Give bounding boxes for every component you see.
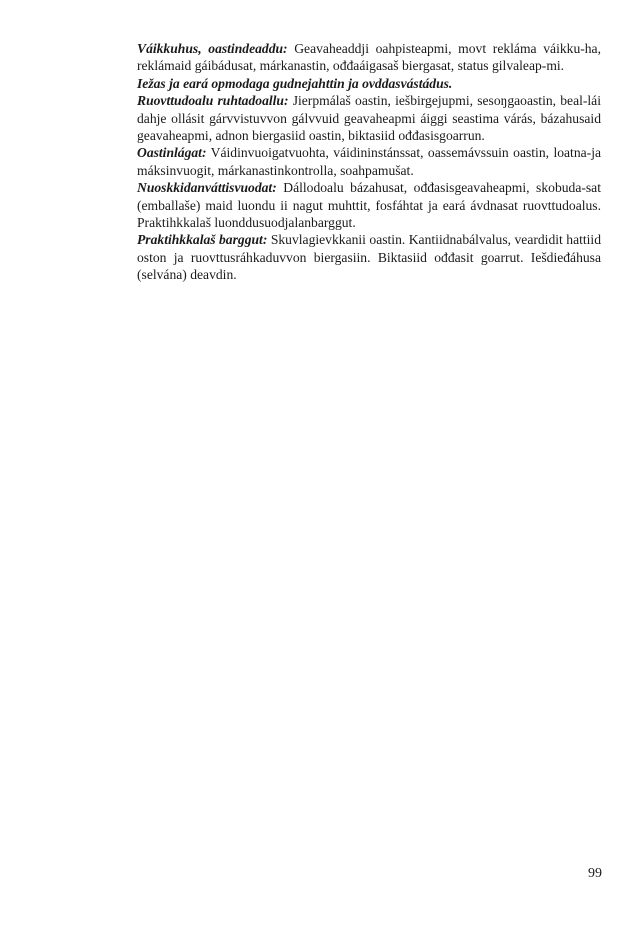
entry-text: Skuvlagievkkanii oastin. Kantiidnabálvalus, veardidit hattiid oston ja ruovttusráhkaduvvon biergasiin. Biktasiid ođđasit goarrut. Iešdieđáhusa (selvána) deavdin. xyxy=(137,232,602,283)
entry-term: Nuoskkidanváttisvuodat: xyxy=(137,180,277,196)
entry-text: Váidinvuoigatvuohta, váidininstánssat, oassemávssuin oastin, loatna-ja máksinvuogit, márkanastinkontrolla, soahpamušat. xyxy=(137,145,601,178)
entry-term: Oastinlágat: xyxy=(137,145,207,161)
entry-pollution-problems xyxy=(137,179,601,231)
entry-term: Praktihkkalaš barggut: xyxy=(137,232,268,248)
entry-text: Geavaheaddji oahpisteapmi, movt rekláma váikku-ha, reklámaid gáibádusat, márkanastin, ođđaáigasaš biergasat, status gilvaleap-mi. xyxy=(137,41,601,74)
entry-practical-tasks xyxy=(137,231,601,283)
entry-purchase-laws xyxy=(137,144,601,179)
entry-term: Váikkuhus, oastindeaddu: xyxy=(137,41,288,56)
page-number: 99 xyxy=(588,866,602,881)
text-block xyxy=(137,40,601,284)
entry-impact-purchasing xyxy=(137,40,601,75)
entry-term: Iežas ja eará opmodaga gudnejahttin ja ovddasvástádus. xyxy=(137,75,453,91)
entry-text: Jierpmálaš oastin, iešbirgejupmi, sesoŋgaoastin, beal-lái dahje ollásit gárvvistuvvon gálvvuid geavaheapmi áiggi seastima várás, bázahusaid geavaheapmi, adnon biergasiid oastin, biktasiid ođđasisgoarrun. xyxy=(137,93,601,144)
entry-household-budget xyxy=(137,92,601,144)
entry-text: Dállodoalu bázahusat, ođđasisgeavaheapmi, skobuda-sat (emballaše) maid luondu ii nagut muhttit, fosfáhtat ja eará ávdnasat ruovttudoalus. Praktihkkalaš luonddusuodjalanbarggut. xyxy=(137,180,601,231)
entry-property-responsibility xyxy=(137,75,601,92)
entry-term: Ruovttudoalu ruhtadoallu: xyxy=(137,93,289,109)
